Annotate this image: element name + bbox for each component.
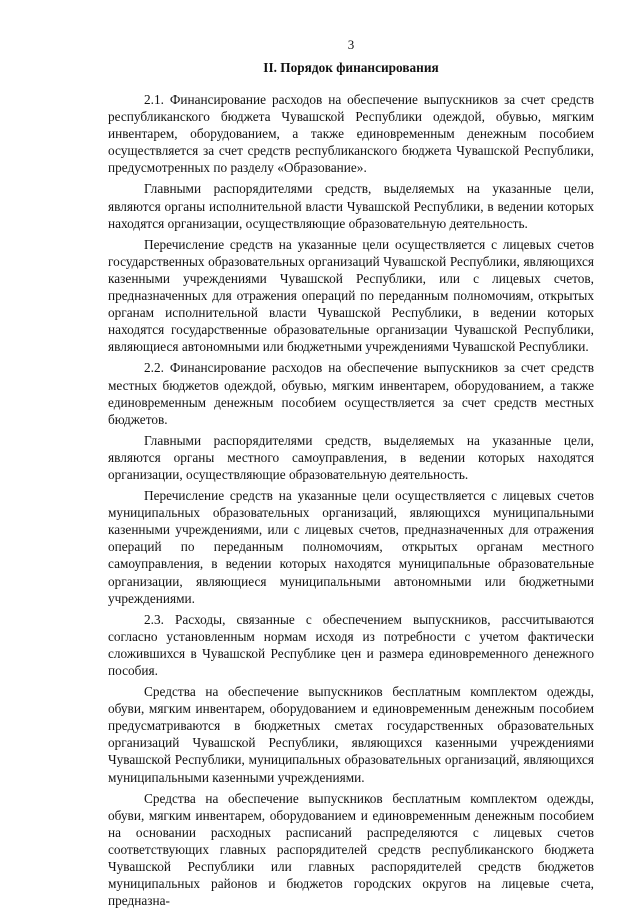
paragraph-2-1: 2.1. Финансирование расходов на обеспечение выпускников за счет средств республиканского бюджета Чувашской Республики одеждой, обувью, мягким инвентарем, оборудованием, а также единовременным денежным пособием осуществляется за счет средств республиканского бюджета Чувашской Республики, предусмотренных по разделу «Образование». (108, 92, 594, 176)
paragraph-2-2-distributors: Главными распорядителями средств, выделяемых на указанные цели, являются органы местного самоуправления, в ведении которых находятся организации, осуществляющие образовательную деятельность. (108, 432, 594, 482)
paragraph-2-3-distribution: Средства на обеспечение выпускников бесплатным комплектом одежды, обуви, мягким инвентарем, оборудованием и единовременным денежным пособием на основании расходных расписаний распределяются с лицевых счетов соответствующих главных распорядителей средств республиканского бюджета Чувашской Республики или главных распорядителей средств бюджетов муниципальных районов и бюджетов городских округов на лицевые счета, предназна- (108, 790, 594, 909)
document-page (108, 36, 594, 913)
paragraph-2-1-distributors: Главными распорядителями средств, выделяемых на указанные цели, являются органы исполнительной власти Чувашской Республики, в ведении которых находятся организации, осуществляющие образовательную деятельность. (108, 181, 594, 231)
paragraph-2-3: 2.3. Расходы, связанные с обеспечением выпускников, рассчитываются согласно установленным нормам исходя из потребности с учетом фактически сложившихся в Чувашской Республике цен и размера единовременного денежного пособия. (108, 611, 594, 678)
section-title: II. Порядок финансирования (263, 60, 439, 75)
paragraph-2-2: 2.2. Финансирование расходов на обеспечение выпускников за счет средств местных бюджетов одеждой, обувью, мягким инвентарем, оборудованием, а также единовременным денежным пособием осуществляется за счет средств местных бюджетов. (108, 360, 594, 427)
paragraph-2-2-transfer: Перечисление средств на указанные цели осуществляется с лицевых счетов муниципальных образовательных организаций, являющихся муниципальными казенными учреждениями, или с лицевых счетов, предназначенных для отражения операций по переданным полномочиям, открытых органам местного самоуправления, в ведении которых находятся муниципальные образовательные организации, являющиеся муниципальными автономными или бюджетными учреждениями. (108, 488, 594, 606)
page-number: 3 (347, 37, 355, 52)
paragraph-2-1-transfer: Перечисление средств на указанные цели осуществляется с лицевых счетов государственных образовательных организаций Чувашской Республики, являющихся казенными учреждениями Чувашской Республики, или с лицевых счетов, предназначенных для отражения операций по переданным полномочиям, открытых органам исполнительной власти Чувашской Республики, в ведении которых находятся государственные образовательные организации Чувашской Республики, являющиеся автономными или бюджетными учреждениями Чувашской Республики. (108, 236, 594, 355)
paragraph-2-3-budget-estimates: Средства на обеспечение выпускников бесплатным комплектом одежды, обуви, мягким инвентарем, оборудованием и единовременным денежным пособием предусматриваются в бюджетных сметах государственных образовательных организаций Чувашской Республики, являющихся казенными учреждениями Чувашской Республики, муниципальных образовательных организаций, являющихся муниципальными казенными учреждениями. (108, 684, 594, 785)
